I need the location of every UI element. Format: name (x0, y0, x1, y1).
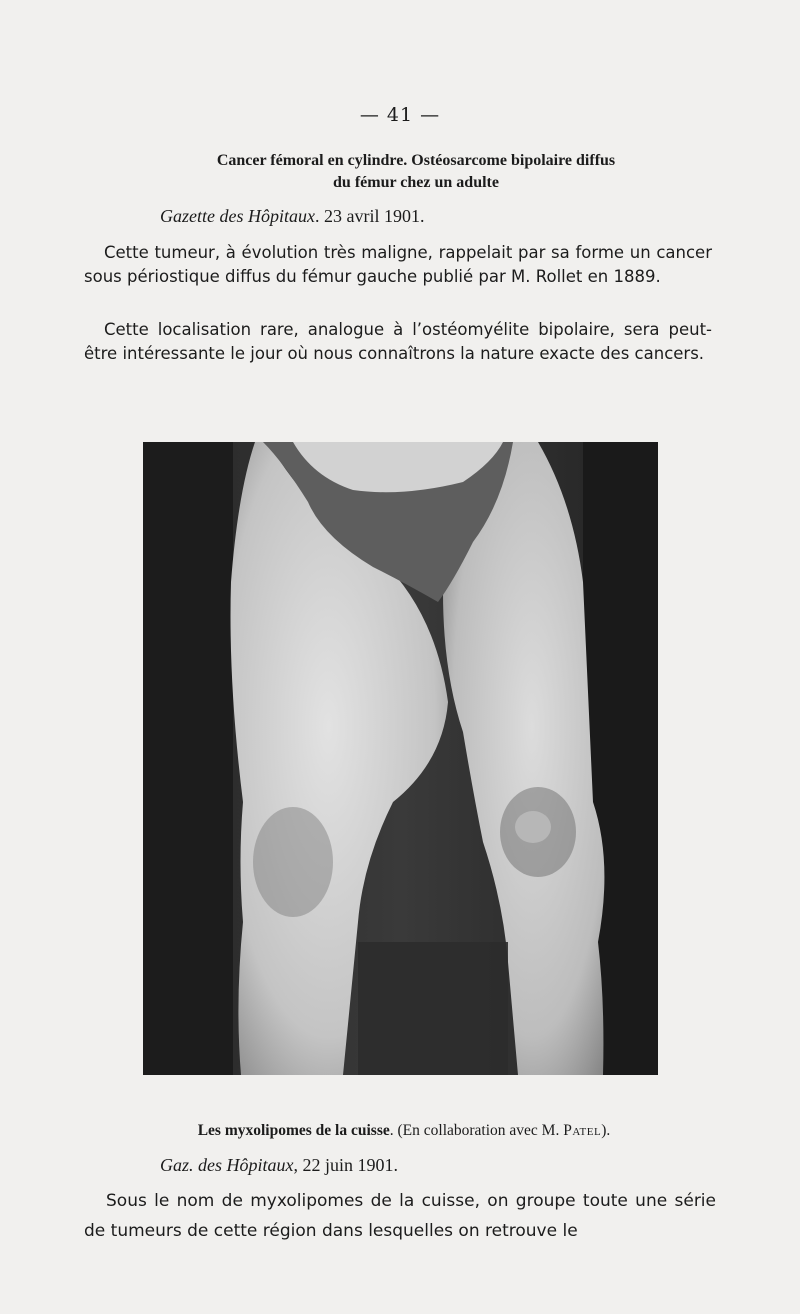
article-title (84, 1122, 724, 1140)
article-source (160, 206, 424, 227)
article-paragraph: Sous le nom de myxolipomes de la cuisse, on groupe toute une série de tumeurs de cette région dans lesquelles on retrouve le (84, 1191, 716, 1241)
source-date: , 22 juin 1901. (293, 1155, 399, 1175)
collaborator-name: Patel (563, 1122, 602, 1139)
article-title-bold: Les myxolipomes de la cuisse (197, 1122, 390, 1139)
journal-name: Gazette des Hôpitaux (160, 206, 315, 226)
article-title-line: Cancer fémoral en cylindre. Ostéosarcome bipolaire diffus (216, 152, 616, 169)
page-number: — 41 — (359, 104, 441, 126)
article-title-rest: . (En collaboration avec M. (389, 1122, 564, 1139)
journal-name: Gaz. des Hôpitaux (160, 1155, 294, 1175)
thighs-photo-illustration (143, 442, 658, 1075)
source-date: . 23 avril 1901. (314, 206, 425, 226)
article-paragraph: Cette tumeur, à évolution très maligne, rappelait par sa forme un cancer sous périostique diffus du fémur gauche publié par M. Rollet en 1889. (84, 243, 712, 286)
article-title-line: du fémur chez un adulte (333, 174, 499, 191)
article-title (96, 150, 736, 194)
article-title-end: ). (601, 1122, 611, 1139)
article-paragraph: Cette localisation rare, analogue à l’ostéomyélite bipolaire, sera peut-être intéressante le jour où nous connaîtrons la nature exacte des cancers. (84, 320, 712, 363)
article-source (160, 1155, 398, 1176)
clinical-photograph (143, 442, 658, 1075)
